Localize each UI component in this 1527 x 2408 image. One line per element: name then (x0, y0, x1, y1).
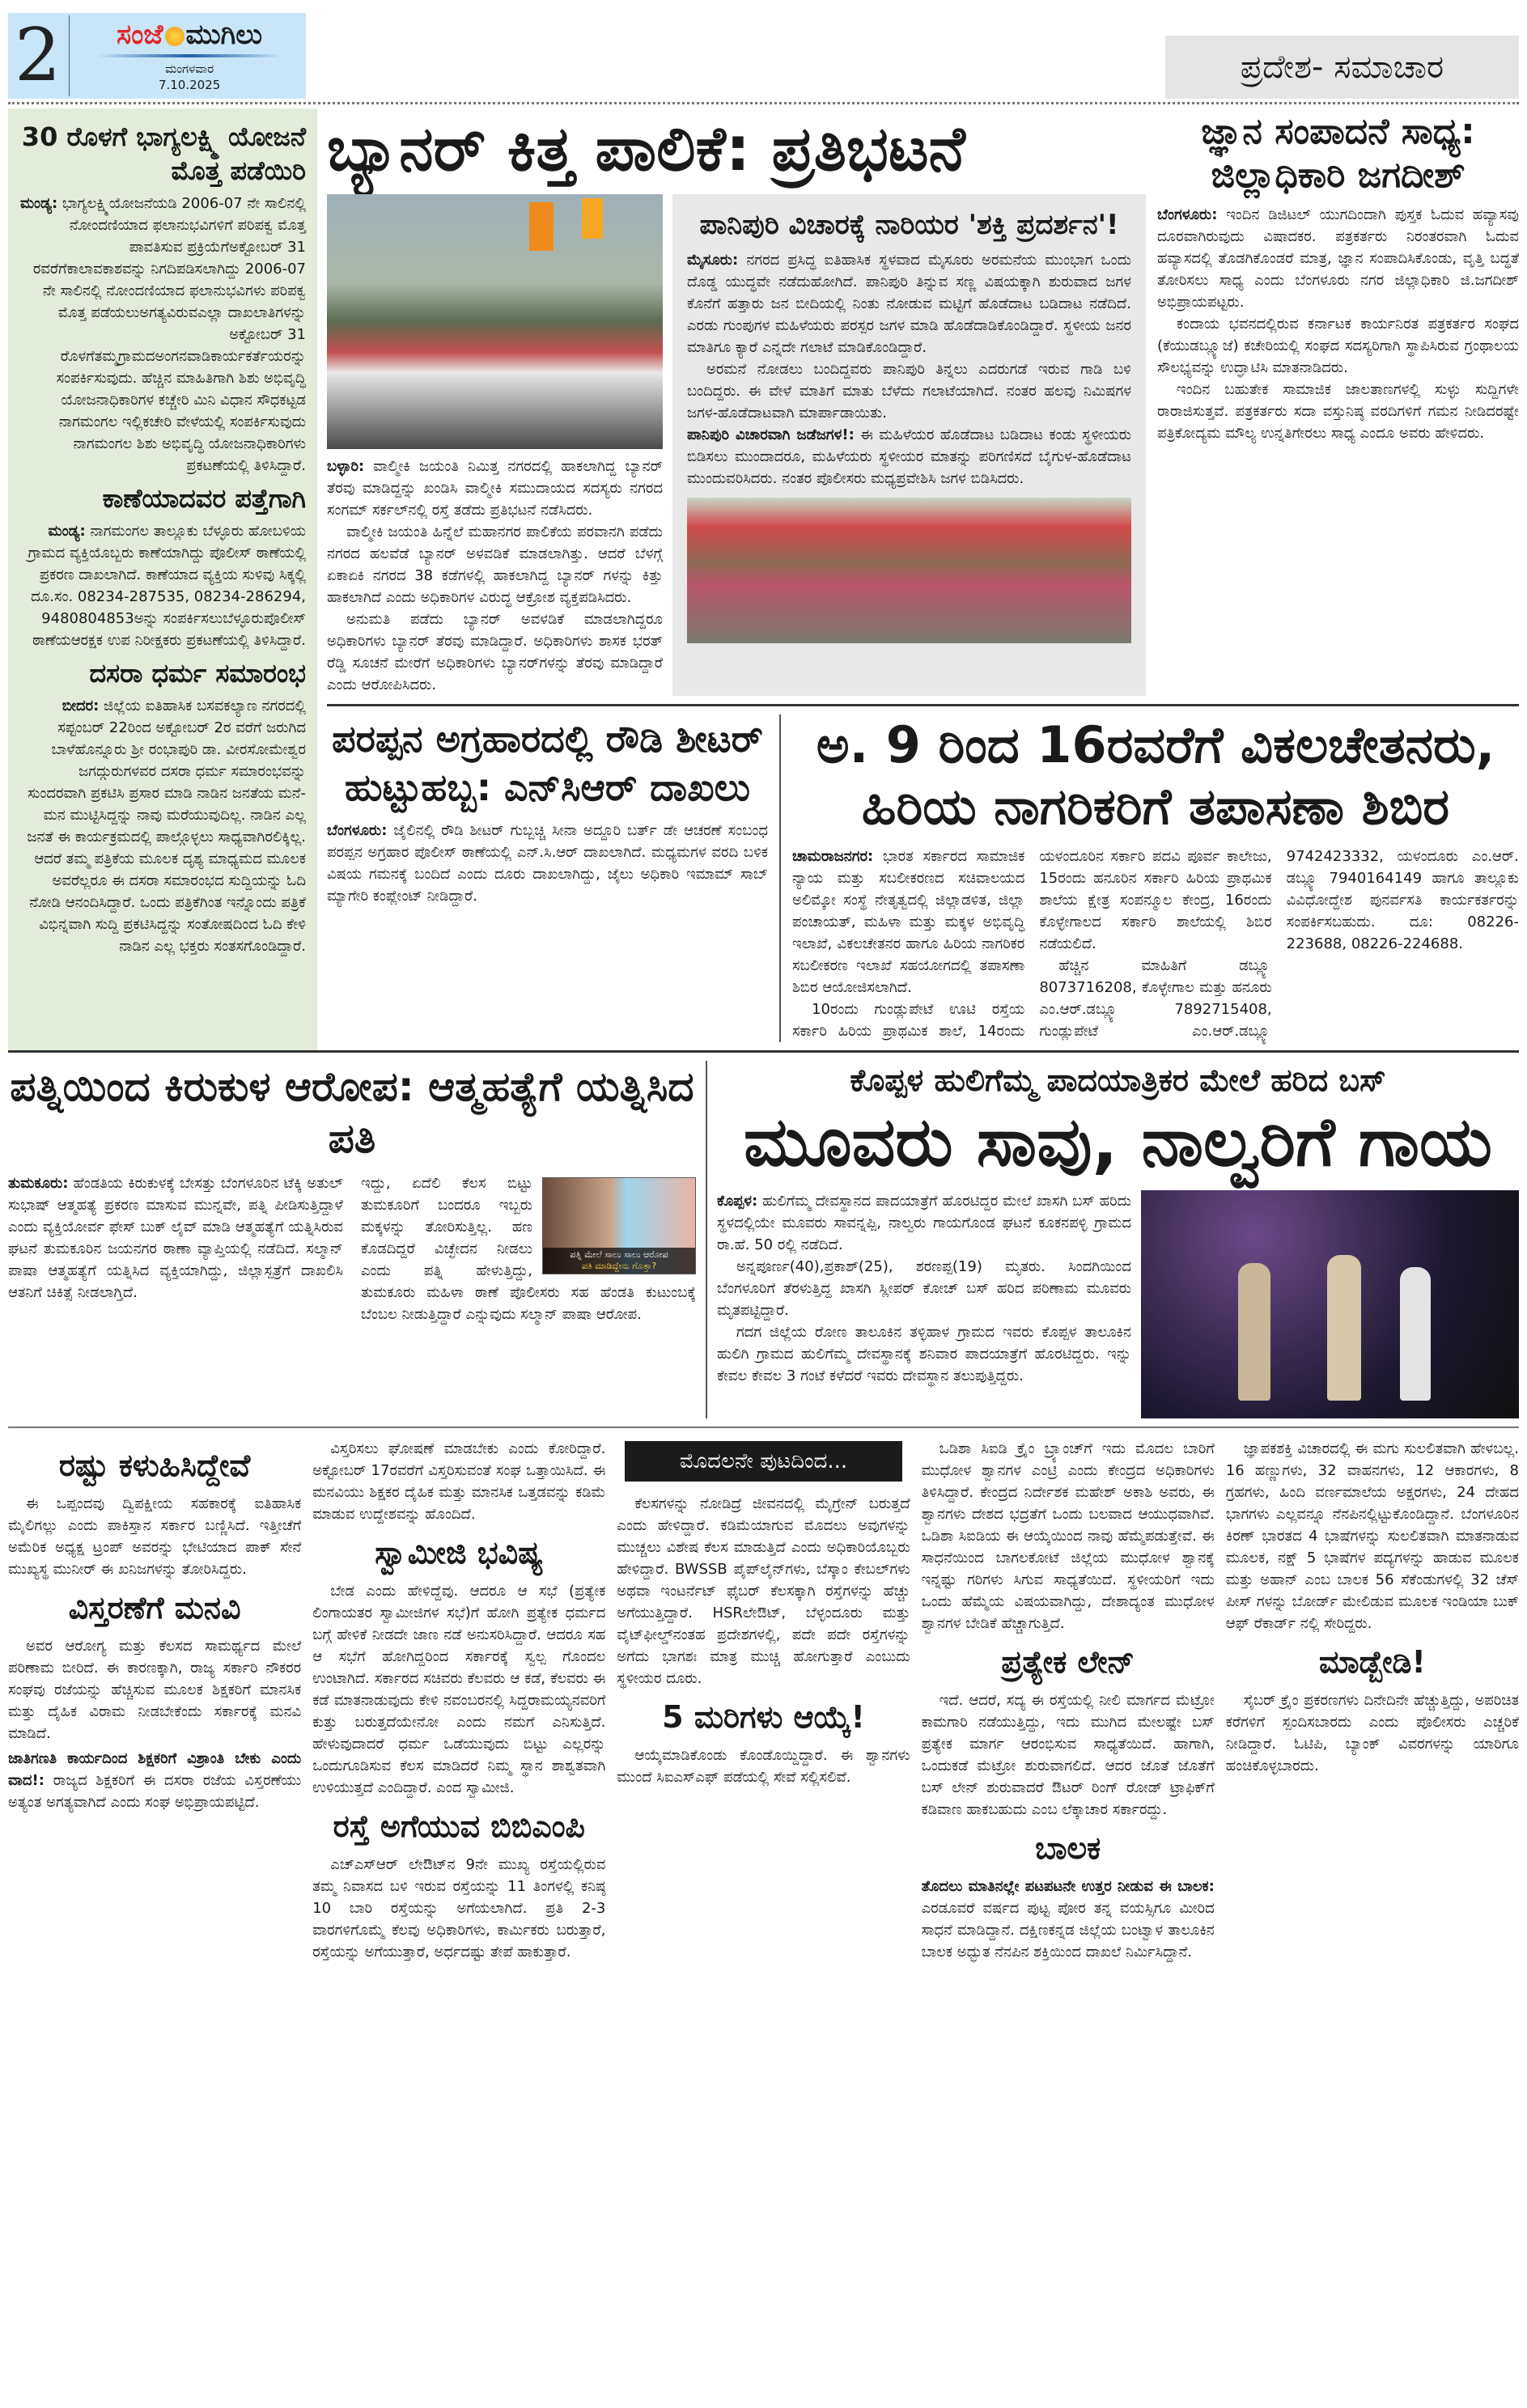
paragraph: ಅರಮನೆ ನೋಡಲು ಬಂದಿದ್ದವರು ಪಾನಿಪುರಿ ತಿನ್ನಲು ಎದರುಗಡೆ ಇರುವ ಗಾಡಿ ಬಳಿ ಬಂದಿದ್ದರು. ಈ ವೇಳೆ ಮಾತಿಗೆ ಮಾತು ಬೆಳೆದು ಗಲಾಟೆಯಾಗಿದೆ. ನಂತರ ಹಲವು ನಿಮಿಷಗಳ ಜಗಳ-ಹೊಡೆದಾಟವಾಗಿ ಮಾರ್ಪಾಡಾಯಿತು. (687, 361, 1131, 422)
kicker: ಕೊಪ್ಪಳ ಹುಲಿಗೆಮ್ಮ ಪಾದಯಾತ್ರಿಕರ ಮೇಲೆ ಹರಿದ ಬಸ್ (850, 1062, 1386, 1098)
logo-underline (96, 54, 282, 57)
headline: 30 ರೊಳಗೆ ಭಾಗ್ಯಲಕ್ಷ್ಮಿ ಯೋಜನೆ ಮೊತ್ತ ಪಡೆಯಿರಿ (21, 121, 306, 186)
row-2 (327, 706, 1519, 1050)
subhead: ಜಾತಿಗಣತಿ ಕಾರ್ಯದಿಂದ ಶಿಕ್ಷಕರಿಗೆ ವಿಶ್ರಾಂತಿ ಬೇಕು ಎಂದು ವಾದ!: (8, 1750, 302, 1789)
bottom-column-3 (617, 1438, 910, 1966)
paragraph: ಇದೆ. ಆದರೆ, ಸದ್ಯ ಈ ರಸ್ತೆಯಲ್ಲಿ ನೀಲಿ ಮಾರ್ಗದ ಮೆಟ್ರೋ ಕಾಮಗಾರಿ ನಡೆಯುತ್ತಿದ್ದು, ಇದು ಮುಗಿದ ಮೇಲಷ್ಟೇ ಬಸ್ ಪ್ರತ್ಯೇಕ ಮಾರ್ಗ ಆರಂಭಿಸುವ ಸಾಧ್ಯತೆಯಿದೆ. ಹಾಗಾಗಿ, ಒಂದುಕಡೆ ಮೆಟ್ರೋ ಶುರುವಾಗಲಿದೆ. ಆದರ ಜೊತೆ ಜೊತೆಗೆ ಬಸ್ ಲೇನ್ ಶುರುವಾದರೆ ಔಟರ್ ರಿಂಗ್ ರೋಡ್ ಟ್ರಾಫಿಕ್‌ಗೆ ಕಡಿವಾಣ ಹಾಕಬಹುದು ಎಂಬ ಲೆಕ್ಕಾಚಾರ ಸರ್ಕಾರದ್ದು. (921, 1692, 1215, 1818)
caption-line: ಪತ್ನಿ ಮೇಲೆ ಸಾಲು ಸಾಲು ಆರೋಪ (570, 1249, 668, 1260)
headline: ಮೂವರು ಸಾವು, ನಾಲ್ವರಿಗೆ ಗಾಯ (744, 1102, 1492, 1181)
headline: ಮಾಡ್ಬೇಡಿ! (1318, 1644, 1426, 1680)
paragraph (327, 456, 663, 521)
subhead: ತೊದಲು ಮಾತಿನಲ್ಲೇ ಪಟಪಟನೇ ಉತ್ತರ ನೀಡುವ ಈ ಬಾಲಕ: (921, 1878, 1215, 1895)
paragraph: ಅವರ ಆರೋಗ್ಯ ಮತ್ತು ಕೆಲಸದ ಸಾಮರ್ಥ್ಯದ ಮೇಲೆ ಪರಿಣಾಮ ಬೀರಿದೆ. ಈ ಕಾರಣಕ್ಕಾಗಿ, ರಾಜ್ಯ ಸರ್ಕಾರಿ ನೌಕರರ ಸಂಘವು ರಜೆಯನ್ನು ಹೆಚ್ಚಿಸುವ ಮೂಲಕ ಶಿಕ್ಷಕರಿಗೆ ಮಾನಸಿಕ ಮತ್ತು ದೈಹಿಕ ವಿರಾಮ ನೀಡಬೇಕೆಂದು ಸರ್ಕಾರಕ್ಕೆ ಮನವಿ ಮಾಡಿದೆ. (8, 1638, 302, 1742)
main-headline: ಬ್ಯಾನರ್ ಕಿತ್ತ ಪಾಲಿಕೆ: ಪ್ರತಿಭಟನೆ (327, 112, 965, 184)
flag (582, 198, 603, 239)
paragraph (8, 1748, 301, 1813)
paragraph (922, 1876, 1215, 1963)
paragraph: ಜ್ಞಾಪಕಶಕ್ತಿ ವಿಚಾರದಲ್ಲಿ ಈ ಮಗು ಸುಲಲಿತವಾಗಿ ಹೇಳಬಲ್ಲ. 16 ಹಣ್ಣುಗಳು, 32 ವಾಹನಗಳು, 12 ಆಕಾರಗಳು, 8 ಗ್ರಹಗಳು, ಹಿಂದಿ ವರ್ಣಮಾಲೆಯ ಅಕ್ಷರಗಳು, 24 ದೇಹದ ಭಾಗಗಳು ಎಲ್ಲವನ್ನೂ ನೆನಪಿನಲ್ಲಿಟ್ಟುಕೊಂಡಿದ್ದಾನೆ. ಬೆಂಗಳೂರಿನ ಕಿರಣ್ ಭಾರತದ 4 ಭಾಷೆಗಳನ್ನು ಸುಲಲಿತವಾಗಿ ಮಾತನಾಡುವ ಮೂಲಕ, ನಕ್ಷ್ 5 ಭಾಷೆಗಳ ಪದ್ಯಗಳನ್ನು ಹಾಡುವ ಮೂಲಕ ಮತ್ತು ಅಹಾನ್ ಎಂಬ ಬಾಲಕ 56 ಸೆಕೆಂಡುಗಳಲ್ಲಿ 32 ಚೆಸ್ ಪೀಸ್ ಗಳನ್ನು ಬೋರ್ಡ್ ಮೇಲಿಡುವ ಮೂಲಕ ಇಂಡಿಯಾ ಬುಕ್ ಆಫ್ ರೆಕಾರ್ಡ್ ನಲ್ಲಿ ಸೇರಿದ್ದರು. (1225, 1440, 1519, 1632)
headline: ಪಾನಿಪುರಿ ವಿಚಾರಕ್ಕೆ ನಾರಿಯರ 'ಶಕ್ತಿ ಪ್ರದರ್ಶನ'! (699, 209, 1119, 241)
paragraph: ಒಡಿಶಾ ಸಿಐಡಿ ಕ್ರೈಂ ಬ್ರ್ಯಾಂಚ್‌ಗೆ ಇದು ಮೊದಲ ಬಾರಿಗೆ ಮುಧೋಳ ಶ್ವಾನಗಳ ಎಂಟ್ರಿ ಎಂದು ಕೇಂದ್ರದ ಅಧಿಕಾರಿಗಳು ತಿಳಿಸಿದ್ದಾರೆ. ಕೇಂದ್ರದ ನಿರ್ದೇಶಕ ಮಹೇಶ್ ಅಕಾಶಿ ಅವರು, ಈ ಶ್ವಾನಗಳು ದೇಶದ ಭದ್ರತೆಗೆ ಒಂದು ಬಲವಾದ ಆಯುಧವಾಗಿವೆ. ಒಡಿಶಾ ಸಿಐಡಿಯ ಈ ಆಯ್ಕೆಯಿಂದ ನಾವು ಹೆಮ್ಮೆಪಡುತ್ತೇವೆ. ಈ ಸಾಧನೆಯಿಂದ ಬಾಗಲಕೋಟೆ ಜಿಲ್ಲೆಯ ಮುಧೋಳ ಶ್ವಾನಕ್ಕೆ ಇನ್ನಷ್ಟು ಗರಿಗಳು ಸಿಗುವ ಸಾಧ್ಯತೆಯಿದೆ. ಸ್ಥಳೀಯರಿಗೆ ಇದು ಒಂದು ಹೆಮ್ಮೆಯ ವಿಷಯವಾಗಿದ್ದು, ದೇಶಾದ್ಯಂತ ಮುಧೋಳ ಶ್ವಾನಗಳ ಬೇಡಿಕೆ ಹೆಚ್ಚಾಗುತ್ತಿದೆ. (921, 1440, 1215, 1632)
text: ಇಂದಿನ ಡಿಜಿಟಲ್ ಯುಗದಿಂದಾಗಿ ಪುಸ್ತಕ ಓದುವ ಹವ್ಯಾಸವು ದೂರವಾಗಿರುವುದು ವಿಷಾದಕರ. ಪತ್ರಕರ್ತರು ನಿರಂತರವಾಗಿ ಓದುವ ಹವ್ಯಾಸದಲ್ಲಿ ತೊಡಗಿಕೊಂಡರೆ ಮಾತ್ರ, ಜ್ಞಾನ ಸಂಪಾದಿಸಿಕೊಂಡು, ವೃತ್ತಿ ಬದ್ಧತೆ ತೋರಿಸಲು ಸಾಧ್ಯ ಎಂದು ಬೆಂಗಳೂರು ನಗರ ಜಿಲ್ಲಾಧಿಕಾರಿ ಜಿ.ಜಗದೀಶ್ ಅಭಿಪ್ರಾಯಪಟ್ಟರು. (1157, 206, 1519, 311)
paragraph (792, 846, 1024, 998)
headline: ಸ್ವಾಮೀಜಿ ಭವಿಷ್ಯ (375, 1535, 544, 1571)
headline: ವಿಸ್ತರಣೆಗೆ ಮನವಿ (68, 1590, 241, 1626)
panipuri-box (672, 194, 1146, 696)
bottom-column-2 (312, 1438, 605, 1966)
camp-story (792, 714, 1519, 1042)
paragraph: ಈ ಒಪ್ಪಂದವು ದ್ವಿಪಕ್ಷೀಯ ಸಹಕಾರಕ್ಕೆ ಐತಿಹಾಸಿಕ ಮೈಲಿಗಲ್ಲು ಎಂದು ಪಾಕಿಸ್ತಾನ ಸರ್ಕಾರ ಬಣ್ಣಿಸಿದೆ. ಇತ್ತೀಚೆಗೆ ಅಮೆರಿಕ ಅಧ್ಯಕ್ಷ ಟ್ರಂಪ್ ಅವರನ್ನು ಭೇಟಿಯಾದ ಪಾಕ್ ಸೇನೆ ಮುಖ್ಯಸ್ಥ ಮುನೀರ್ ಈ ಖನಿಜಗಳನ್ನು ತೋರಿಸಿದ್ದರು. (8, 1495, 302, 1578)
main-area (327, 108, 1519, 1050)
text: ನಗರದ ಪ್ರಸಿದ್ಧ ಐತಿಹಾಸಿಕ ಸ್ಥಳವಾದ ಮೈಸೂರು ಅರಮನೆಯ ಮುಂಭಾಗ ಒಂದು ದೊಡ್ಡ ಯುದ್ಧವೇ ನಡೆದುಹೋಗಿದೆ. ಪಾನಿಪುರಿ ತಿನ್ನುವ ಸಣ್ಣ ವಿಷಯಕ್ಕಾಗಿ ಶುರುವಾದ ಜಗಳ ಕೊನೆಗೆ ಹತ್ತಾರು ಜನ ಬೀದಿಯಲ್ಲಿ ನಿಂತು ನೋಡುವ ಮಟ್ಟಿಗೆ ಹೊಡೆದಾಟ ಬಡಿದಾಟ ನಡೆದಿದೆ. ಎರಡು ಗುಂಪುಗಳ ಮಹಿಳೆಯರು ಪರಸ್ಪರ ಜಗಳ ಮಾಡಿ ಹೊಡೆದಾಡಿಕೊಂಡಿದ್ದಾರೆ. ಸ್ಥಳೀಯ ಜನರ ಮಾತಿಗೂ ಕ್ಯಾರೆ ಎನ್ನದೇ ಗಲಾಟೆ ಮಾಡಿಕೊಂಡಿದ್ದಾರೆ. (687, 252, 1131, 356)
panipuri-body (687, 249, 1131, 490)
headline: ರಸ್ತೆ ಅಗೆಯುವ ಬಿಬಿಎಂಪಿ (333, 1808, 585, 1844)
koppal-body (717, 1190, 1131, 1387)
dateline: ಕೊಪ್ಪಳ: (717, 1193, 758, 1210)
paragraph (8, 1172, 343, 1304)
paragraph: 10ರಂದು ಗುಂಡ್ಲುಪೇಟೆ ಊಟಿ ರಸ್ತೆಯ ಸರ್ಕಾರಿ ಹಿರಿಯ ಪ್ರಾಥಮಿಕ ಶಾಲೆ, 14ರಂದು ಯಳಂದೂರಿನ ಸರ್ಕಾರಿ ಪದವಿ ಪೂರ್ವ ಕಾಲೇಜು, 15ರಂದು ಹನೂರಿನ ಸರ್ಕಾರಿ ಹಿರಿಯ ಪ್ರಾಥಮಿಕ ಶಾಲೆಯ ಕ್ಷೇತ್ರ ಸಂಪನ್ಮೂಲ ಕೇಂದ್ರ, 16ರಂದು ಕೊಳ್ಳೇಗಾಲದ ಸರ್ಕಾರಿ ಶಾಲೆಯಲ್ಲಿ ಶಿಬಿರ ನಡೆಯಲಿದೆ. (792, 848, 1272, 1040)
paragraph (687, 249, 1131, 358)
jnana-story (1157, 108, 1519, 696)
jnana-body (1157, 204, 1519, 444)
headline: ಪ್ರತ್ಯೇಕ ಲೇನ್ (1001, 1644, 1135, 1680)
paragraph: ಎಚ್‌ಎಸ್‌ಆರ್ ಲೇಔಟ್‌ನ 9ನೇ ಮುಖ್ಯ ರಸ್ತೆಯಲ್ಲಿರುವ ತಮ್ಮ ನಿವಾಸದ ಬಳಿ ಇರುವ ರಸ್ತೆಯನ್ನು 11 ತಿಂಗಳಲ್ಲಿ ಕನಿಷ್ಠ 10 ಬಾರಿ ರಸ್ತೆಯನ್ನು ಅಗೆಯಲಾಗಿದೆ. ಪ್ರತಿ 2-3 ವಾರಗಳಿಗೊಮ್ಮೆ ಕೆಲವು ಅಧಿಕಾರಿಗಳು, ಕಾರ್ಮಿಕರು ಬರುತ್ತಾರೆ, ರಸ್ತೆಯನ್ನು ಅಗೆಯುತ್ತಾರೆ, ಅರ್ಧದಷ್ಟು ತೇಪೆ ಹಾಕುತ್ತಾರೆ. (312, 1856, 606, 1961)
headline: 5 ಮರಿಗಳು ಆಯ್ಕೆ! (662, 1699, 865, 1735)
headline: ರಷ್ಟು ಕಳುಹಿಸಿದ್ದೇವೆ (58, 1448, 251, 1483)
sun-icon (165, 27, 185, 46)
paragraph: ವಾಲ್ಮೀಕಿ ಜಯಂತಿ ಹಿನ್ನೆಲೆ ಮಹಾನಗರ ಪಾಲಿಕೆಯ ಪರವಾನಗಿ ಪಡೆದು ನಗರದ ಹಲವೆಡೆ ಬ್ಯಾನರ್ ಅಳವಡಿಕೆ ಮಾಡಲಾಗಿತ್ತು. ಆದರೆ ಬೆಳಗ್ಗೆ ಏಕಾಏಕಿ ನಗರದ 38 ಕಡೆಗಳಲ್ಲಿ ಹಾಕಲಾಗಿದ್ದ ಬ್ಯಾನರ್ ಗಳನ್ನು ಕಿತ್ತು ಹಾಕಲಾಗಿದೆ ಎಂದು ಅಧಿಕಾರಿಗಳ ವಿರುದ್ಧ ಆಕ್ರೋಶ ವ್ಯಕ್ತಪಡಿಸಿದರು. (327, 524, 663, 606)
police-officer (1400, 1267, 1431, 1401)
bottom-column-5 (1226, 1438, 1519, 1966)
paragraph: ಇಂದಿನ ಬಹುತೇಕ ಸಾಮಾಜಿಕ ಜಾಲತಾಣಗಳಲ್ಲಿ ಸುಳ್ಳು ಸುದ್ದಿಗಳೇ ರಾರಾಜಿಸುತ್ತವೆ. ಪತ್ರಕರ್ತರು ಸದಾ ವಸ್ತುನಿಷ್ಠ ವರದಿಗಳಿಗೆ ಗಮನ ನೀಡಿದರಷ್ಟೇ ಪತ್ರಿಕೋದ್ಯಮ ಮೌಲ್ಯ ಉನ್ನತಿಗೇರಲು ಸಾಧ್ಯ ಎಂದೂ ಅವರು ಹೇಳಿದರು. (1157, 381, 1519, 442)
dateline: ಬೀದರ: (62, 697, 100, 714)
paragraph: ಕಂದಾಯ ಭವನದಲ್ಲಿರುವ ಕರ್ನಾಟಕ ಕಾರ್ಯನಿರತ ಪತ್ರಕರ್ತರ ಸಂಘದ (ಕೆಯುಡಬ್ಲ್ಯೂಜೆ) ಕಚೇರಿಯಲ್ಲಿ ಸಂಘದ ಸದಸ್ಯರಿಗಾಗಿ ಸ್ಥಾಪಿಸಿರುವ ಗ್ರಂಥಾಲಯ ಸೌಲಭ್ಯವನ್ನು ಉದ್ಘಾಟಿಸಿ ಮಾತನಾಡಿದರು. (1157, 316, 1519, 376)
paragraph (327, 820, 768, 907)
header (8, 8, 1519, 99)
paragraph (1157, 204, 1519, 313)
dateline: ಚಾಮರಾಜನಗರ: (792, 848, 874, 865)
text: ಎರಡೂವರೆ ವರ್ಷದ ಪುಟ್ಟ ಪೋರ ತನ್ನ ವಯಸ್ಸಿಗೂ ಮೀರಿದ ಸಾಧನೆ ಮಾಡಿದ್ದಾನೆ. ದಕ್ಷಿಣಕನ್ನಡ ಜಿಲ್ಲೆಯ ಬಂಟ್ವಾಳ ತಾಲೂಕಿನ ಬಾಲಕ ಅದ್ಭುತ ನೆನಪಿನ ಶಕ್ತಿಯಿಂದ ದಾಖಲೆ ನಿರ್ಮಿಸಿದ್ದಾನೆ. (921, 1900, 1215, 1961)
headline: ದಸರಾ ಧರ್ಮ ಸಮಾರಂಭ (89, 658, 306, 689)
article-body (19, 695, 306, 957)
wife-column-1 (8, 1172, 343, 1325)
logo-text-right: ಮುಗಿಲು (185, 19, 263, 51)
row-1 (327, 108, 1519, 706)
divider (779, 714, 781, 1042)
dateline: ಮಂಡ್ಯ: (19, 195, 58, 212)
article-text: ಭಾಗ್ಯಲಕ್ಷ್ಮಿಯೋಜನೆಯಡಿ 2006-07 ನೇ ಸಾಲಿನಲ್ಲಿ ನೋಂದಣಿಯಾದ ಫಲಾನುಭವಿಗಳಿಗೆ ಪರಿಪಕ್ವ ಮೊತ್ತ ಪಾವತಿಸುವ ಪ್ರಕ್ರಿಯೆಗೆಅಕ್ಟೋಬರ್ 31 ರವರೆಗೆಕಾಲಾವಕಾಶವನ್ನು ನಿಗದಿಪಡಿಸಲಾಗಿದ್ದು 2006-07 ನೇ ಸಾಲಿನಲ್ಲಿ ನೋಂದಣಿಯಾದ ಫಲಾನುಭವಿಗಳು ಪರಿಪಕ್ವ ಮೊತ್ತ ಪಡೆಯಲುಅಗತ್ಯವಿರುವಎಲ್ಲಾ ದಾಖಲಾತಿಗಳನ್ನು ಅಕ್ಟೋಬರ್ 31 ರೊಳಗೆತಮ್ಮಗ್ರಾಮದಅಂಗನವಾಡಿಕಾರ್ಯಕರ್ತೆಯರನ್ನು ಸಂಪರ್ಕಿಸುವುದು. ಹೆಚ್ಚಿನ ಮಾಹಿತಿಗಾಗಿ ಶಿಶು ಅಭಿವೃದ್ಧಿ ಯೋಜನಾಧಿಕಾರಿಗಳ ಕಚ್ಚೇರಿ ಮಿನಿ ವಿಧಾನ ಸೌಧಕಟ್ಟಡ ನಾಗಮಂಗಲ ಇಲ್ಲಿಕಚೇರಿ ವೇಳೆಯಲ್ಲಿ ಸಂಪರ್ಕಿಸುವುದು ನಾಗಮಂಗಲ ಶಿಶು ಅಭಿವೃದ್ಧಿ ಯೋಜನಾಧಿಕಾರಿಗಳು ಪ್ರಕಟಣೆಯಲ್ಲಿ ತಿಳಿಸಿದ್ದಾರೆ. (32, 195, 306, 474)
banner-story (327, 108, 1146, 696)
article-body (19, 193, 306, 477)
koppal-grid (717, 1190, 1519, 1418)
paragraph: ಅನ್ನಪೂರ್ಣ(40),ಪ್ರಕಾಶ್(25), ಶರಣಪ್ಪ(19) ಮೃತರು. ಸಿಂದಗಿಯಿಂದ ಬೆಂಗಳೂರಿಗೆ ತೆರಳುತ್ತಿದ್ದ ಖಾಸಗಿ ಸ್ಲೀಪರ್ ಕೋಚ್ ಬಸ್ ಹರಿದ ಪರಿಣಾಮ ಮೂವರು ಮೃತಪಟ್ಟಿದ್ದಾರೆ. (717, 1258, 1131, 1319)
headline: ಪತ್ನಿಯಿಂದ ಕಿರುಕುಳ ಆರೋಪ: ಆತ್ಮಹತ್ಯೆಗೆ ಯತ್ನಿಸಿದ ಪತಿ (10, 1063, 694, 1162)
issue-date: 7.10.2025 (158, 78, 221, 92)
paragraph: ಹೆಚ್ಚಿನ ಮಾಹಿತಿಗೆ ಡಬ್ಲ್ಯೂ 8073716208, ಕೊಳ್ಳೇಗಾಲ ಮತ್ತು ಹನೂರು ಎಂ.ಆರ್.ಡಬ್ಲ್ಯೂ 7892715408, ಗುಂಡ್ಲುಪೇಟೆ ಎಂ.ಆರ್.ಡಬ್ಲ್ಯೂ 9742423332, ಯಳಂದೂರು ಎಂ.ಆರ್. ಡಬ್ಲ್ಯೂ 7940164149 ಹಾಗೂ ತಾಲ್ಲೂಕು ವಿವಿಧೋದ್ದೇಶ ಪುನರ್ವಸತಿ ಕಾರ್ಯಕರ್ತರನ್ನು ಸಂಪರ್ಕಿಸಬಹುದು. ದೂ: 08226-223688, 08226-224688. (1039, 848, 1519, 1040)
divider (706, 1061, 707, 1418)
paragraph (717, 1190, 1131, 1256)
parappana-story (327, 714, 768, 1042)
article-text: ಜಿಲ್ಲೆಯ ಐತಿಹಾಸಿಕ ಬಸವಕಲ್ಯಾಣ ನಗರದಲ್ಲಿ ಸಪ್ಟಂಬರ್ 22ರಿಂದ ಅಕ್ಟೋಬರ್ 2ರ ವರೆಗೆ ಜರುಗಿದ ಬಾಳೆಹೊನ್ನೂರು ಶ್ರೀ ರಂಭಾಪುರಿ ಡಾ. ವೀರಸೋಮೇಶ್ವರ ಜಗದ್ಗುರುಗಳವರ ದಸರಾ ಧರ್ಮ ಸಮಾರಂಭವನ್ನು ಸುಂದರವಾಗಿ ಪ್ರಕಟಿಸಿ ಪ್ರಸಾರ ಮಾಡಿ ನಾಡಿನ ಜನತೆಯ ಮನೆ-ಮನ ಮುಟ್ಟಿಸಿದ್ದನ್ನು ನಾವು ಮರೆಯುವುದಿಲ್ಲ. ನಾಡಿನ ಎಲ್ಲ ಜನತೆ ಈ ಕಾರ್ಯಕ್ರಮದಲ್ಲಿ ಪಾಲ್ಗೊಳ್ಳಲು ಸಾಧ್ಯವಾಗಿರಲಿಕ್ಕಿಲ್ಲ. ಆದರೆ ತಮ್ಮ ಪತ್ರಿಕೆಯ ಮೂಲಕ ದೃಶ್ಯ ಮಾಧ್ಯಮದ ಮೂಲಕ ಅವರೆಲ್ಲರೂ ಈ ದಸರಾ ಸಮಾರಂಭದ ಸುದ್ದಿಯನ್ನು ಓದಿ ನೋಡಿ ಆನಂದಿಸಿದ್ದಾರೆ. ಒಂದು ಪತ್ರಿಕೆಗಿಂತ ಇನ್ನೊಂದು ಪತ್ರಿಕೆ ವಿಭಿನ್ನವಾಗಿ ಸುದ್ದಿ ಪ್ರಕಟಿಸಿದ್ದನ್ನು ಸಂತೋಷದಿಂದ ಓದಿ ಕೇಳಿ ನಾಡಿನ ಎಲ್ಲ ಭಕ್ತರು ಸಂತಸಗೊಂಡಿದ್ದಾರೆ. (27, 697, 306, 955)
paragraph: ಗದಗ ಜಿಲ್ಲೆಯ ರೋಣ ತಾಲೂಕಿನ ತಳ್ಳಿಹಾಳ ಗ್ರಾಮದ ಇವರು ಕೊಪ್ಪಳ ತಾಲೂಕಿನ ಹುಲಿಗಿ ಗ್ರಾಮದ ಹುಲಿಗೆಮ್ಮ ದೇವಸ್ಥಾನಕ್ಕೆ ಶನಿವಾರ ಪಾದಯಾತ್ರೆಗೆ ಹೊರಟಿದ್ದರು. ಇನ್ನು ಕೇವಲ ಕೇವಲ 3 ಗಂಟೆ ಕಳೆದರೆ ಇವರು ದೇವಸ್ಥಾನ ತಲುಪುತ್ತಿದ್ದರು. (717, 1324, 1131, 1384)
parappana-body (327, 820, 768, 907)
caption-line: ಪತಿ ಮಾಡಿದ್ದೇನು ಗೊತ್ತಾ? (581, 1261, 657, 1271)
protest-photo (327, 194, 663, 449)
bottom-column-4 (922, 1438, 1215, 1966)
dateline: ಬೆಂಗಳೂರು: (1157, 206, 1218, 223)
text: ಈ ಮಹಿಳೆಯರ ಹೊಡೆದಾಟ ಬಡಿದಾಟ ಕಂಡು ಸ್ಥಳೀಯರು ಬಿಡಿಸಲು ಮುಂದಾದರೂ, ಮಹಿಳೆಯರು ಸ್ಥಳೀಯರ ಮಾತನ್ನು ಪರಿಗಣಿಸದೆ ಬೈಗುಳ-ಹೊಡೆದಾಟ ಮುಂದುವರಿಸಿದರು. ನಂತರ ಪೊಲೀಸರು ಮಧ್ಯಪ್ರವೇಶಿಸಿ ಜಗಳ ಬಿಡಿಸಿದರು. (687, 426, 1132, 487)
police-officer (1238, 1263, 1270, 1401)
text: ಜೈಲಿನಲ್ಲಿ ರೌಡಿ ಶೀಟರ್ ಗುಬ್ಬಚ್ಚಿ ಸೀನಾ ಅದ್ದೂರಿ ಬರ್ತ್ ಡೇ ಆಚರಣೆ ಸಂಬಂಧ ಪರಪ್ಪನ ಅಗ್ರಹಾರ ಪೊಲೀಸ್ ಠಾಣೆಯಲ್ಲಿ ಎನ್.ಸಿ.ಆರ್ ದಾಖಲಾಗಿದೆ. ಮಧ್ಯಮಗಳ ವರದಿ ಬಳಿಕ ವಿಷಯ ಗಮನಕ್ಕೆ ಬಂದಿದೆ ಎಂದು ದೂರು ದಾಖಲಾಗಿದ್ದು, ಜೈಲು ಅಧಿಕಾರಿ ಇಮಾಮ್ ಸಾಬ್ ಮ್ಯಾಗೇರಿ ಕಂಪ್ಲೇಂಟ್ ನೀಡಿದ್ದಾರೆ. (327, 822, 768, 905)
banner-body (327, 456, 663, 696)
photo-caption (543, 1248, 695, 1274)
banner-grid (327, 194, 1146, 696)
headline: ಅ. 9 ರಿಂದ 16ರವರೆಗೆ ವಿಕಲಚೇತನರು, ಹಿರಿಯ ನಾಗರಿಕರಿಗೆ ತಪಾಸಣಾ ಶಿಬಿರ (816, 715, 1495, 836)
police-officer (1327, 1255, 1361, 1401)
text: ರಾಜ್ಯದ ಶಿಕ್ಷಕರಿಗೆ ಈ ದಸರಾ ರಜೆಯ ವಿಸ್ತರಣೆಯು ಅತ್ಯಂತ ಅಗತ್ಯವಾಗಿದೆ ಎಂದು ಸಂಘ ಅಭಿಪ್ರಾಯಪಟ್ಟಿದೆ. (8, 1772, 302, 1811)
dateline: ತುಮಕೂರು: (8, 1175, 69, 1192)
logo-block (79, 19, 299, 93)
paragraph: ಸೈಬರ್ ಕ್ರೈಂ ಪ್ರಕರಣಗಳು ದಿನೇದಿನೇ ಹೆಚ್ಚುತ್ತಿದ್ದು, ಅಪರಿಚಿತ ಕರೆಗಳಿಗೆ ಸ್ಪಂದಿಸಬಾರದು ಎಂದು ಪೊಲೀಸರು ಎಚ್ಚರಿಕೆ ನೀಡಿದ್ದಾರೆ. ಓಟಿಪಿ, ಬ್ಯಾಂಕ್ ವಿವರಗಳನ್ನು ಯಾರಿಗೂ ಹಂಚಿಕೊಳ್ಳಬಾರದು. (1225, 1692, 1519, 1774)
paragraph: ಬೇಡ ಎಂದು ಹೇಳಿದ್ದೆವು. ಆದರೂ ಆ ಸಭೆ (ಪ್ರತ್ಯೇಕ ಲಿಂಗಾಯತರ ಸ್ವಾಮೀಜಿಗಳ ಸಭೆ)ಗೆ ಹೋಗಿ ಪ್ರತ್ಯೇಕ ಧರ್ಮದ ಬಗ್ಗೆ ಹೇಳಿಕೆ ನೀಡದೇ ಜಾಣ ನಡೆ ಅನುಸರಿಸಿದ್ದಾರೆ. ಆದರೂ ಸಹ ಆ ಸಭೆಗೆ ಹೋಗಿದ್ದರಿಂದ ಸರ್ಕಾರಕ್ಕೆ ಸ್ವಲ್ಪ ಗೊಂದಲ ಉಂಟಾಗಿದೆ. ಸರ್ಕಾರದ ಸಚಿವರು ಕೆಲವರು ಆ ಕಡೆ, ಕೆಲವರು ಈ ಕಡೆ ಮಾತನಾಡುವುದು ಕೇಳಿ ನವಂಬರನಲ್ಲಿ ಸಿದ್ದರಾಮಯ್ಯನವರಿಗೆ ಕುತ್ತು ಬರುತ್ತದೆಯೇನೋ ಎಂದು ನಮಗೆ ಎನಿಸುತ್ತಿದೆ. ಹೇಳುವುದಾದರೆ ಧರ್ಮ ಒಡೆಯುವುದು ಬಿಟ್ಟು ಎಲ್ಲರನ್ನು ಒಂದುಗೂಡಿಸುವ ಕೆಲಸ ಮಾಡಿದರೆ ನಿಮ್ಮ ಸ್ಥಾನ ಶಾಶ್ವತವಾಗಿ ಉಳಿಯುತ್ತದೆ ಎಂದಿದ್ದಾರೆ. ಎಂದ ಸ್ವಾಮೀಜಿ. (312, 1583, 606, 1796)
camp-body (792, 846, 1519, 1042)
continued-label: ಮೊದಲನೇ ಪುಟದಿಂದ... (625, 1441, 901, 1482)
page-number: 2 (15, 15, 70, 96)
paragraph: ಕೆಲಸಗಳನ್ನು ನೋಡಿದ್ರೆ ಜೀವನದಲ್ಲಿ ಮೈಗ್ರೇನ್ ಬರುತ್ತದೆ ಎಂದು ಹೇಳಿದ್ದಾರೆ. ಕಡಿಮೆಯಾಗುವ ಮೊದಲು ಅವುಗಳನ್ನು ಮುಚ್ಚಲು ವಿಶೇಷ ಕೆಲಸ ಮಾಡುತ್ತಿದೆ ಎಂದು ಅಧಿಕಾರಿಯೊಬ್ಬರು ಹೇಳಿದ್ದಾರೆ. BWSSB ಪೈಪ್‌ಲೈನ್‌ಗಳು, ಬೆಸ್ಕಾಂ ಕೇಬಲ್‌ಗಳು ಅಥವಾ ಇಂಟರ್ನೆಟ್ ಫೈಬರ್ ಕೆಲಸಕ್ಕಾಗಿ ರಸ್ತೆಗಳನ್ನು ಹೆಚ್ಚು ಅಗೆಯುತ್ತಿದ್ದಾರೆ. HSRಲೇಔಟ್, ಬೆಳ್ಳಂದೂರು ಮತ್ತು ವೈಟ್‌ಫೀಲ್ಡ್‌ನಂತಹ ಪ್ರದೇಶಗಳಲ್ಲಿ, ಪದೇ ಪದೇ ರಸ್ತೆಗಳನ್ನು ಅಗೆದು ಭಾಗಶಃ ಮಾತ್ರ ಮುಚ್ಚಿ ಹೋಗುತ್ತಾರೆ ಎಂಬುದು ಸ್ಥಳೀಯರ ದೂರು. (617, 1495, 910, 1687)
headline: ಕಾಣೆಯಾದವರ ಪತ್ತೆಗಾಗಿ (102, 483, 306, 514)
headline: ಜ್ಞಾನ ಸಂಪಾದನೆ ಸಾಧ್ಯ: ಜಿಲ್ಲಾಧಿಕಾರಿ ಜಗದೀಶ್ (1201, 111, 1475, 196)
headline: ಬಾಲಕ (1035, 1830, 1101, 1866)
bottom-column-1 (8, 1438, 301, 1966)
left-column (8, 108, 317, 1050)
subhead: ಪಾನಿಪುರಿ ವಿಚಾರವಾಗಿ ಜಡೆಜಗಳ!: (687, 426, 855, 443)
panipuri-photo (687, 498, 1131, 643)
bottom-section (8, 1427, 1519, 1966)
dateline: ಬಳ್ಳಾರಿ: (327, 458, 365, 475)
wife-column-2 (361, 1172, 696, 1325)
text: ಭಾರತ ಸರ್ಕಾರದ ಸಾಮಾಜಿಕ ನ್ಯಾಯ ಮತ್ತು ಸಬಲೀಕರಣದ ಸಚಿವಾಲಯದ ಅಲಿಮ್ಕೋ ಸಂಸ್ಥೆ ನೇತೃತ್ವದಲ್ಲಿ ಜಿಲ್ಲಾಡಳಿತ, ಜಿಲ್ಲಾ ಪಂಚಾಯತ್, ಮಹಿಳಾ ಮತ್ತು ಮಕ್ಕಳ ಅಭಿವೃದ್ಧಿ ಇಲಾಖೆ, ವಿಕಲಚೇತನರ ಹಾಗೂ ಹಿರಿಯ ನಾಗರಿಕರ ಸಬಲೀಕರಣ ಇಲಾಖೆ ಸಹಯೋಗದಲ್ಲಿ ತಪಾಸಣಾ ಶಿಬಿರ ಆಯೋಜಿಸಲಾಗಿದೆ. (792, 848, 1025, 996)
section-title: ಪ್ರದೇಶ- ಸಮಾಚಾರ (1165, 36, 1519, 99)
paragraph (687, 424, 1131, 490)
row-3 (8, 1053, 1519, 1427)
dateline: ಮೈಸೂರು: (687, 252, 739, 269)
article-text: ನಾಗಮಂಗಲ ತಾಲ್ಲೂಕು ಬೆಳ್ಳೂರು ಹೋಬಳಿಯ ಗ್ರಾಮದ ವ್ಯಕ್ತಿಯೊಬ್ಬರು ಕಾಣೆಯಾಗಿದ್ದು ಪೊಲೀಸ್ ಠಾಣೆಯಲ್ಲಿ ಪ್ರಕರಣ ದಾಖಲಾಗಿದೆ. ಕಾಣೆಯಾದ ವ್ಯಕ್ತಿಯ ಸುಳಿವು ಸಿಕ್ಕಲ್ಲಿ ದೂ.ಸಂ. 08234-287535, 08234-286294, 9480804853ಅನ್ನು ಸಂಪರ್ಕಿಸಲುಬೆಳ್ಳೂರುಪೊಲೀಸ್ ಠಾಣೆಯಆರಕ್ಷಕ ಉಪ ನಿರೀಕ್ಷಕರು ಪ್ರಕಟಣೆಯಲ್ಲಿ ತಿಳಿಸಿದ್ದಾರೆ. (28, 523, 306, 649)
paragraph: ವಿಸ್ತರಿಸಲು ಘೋಷಣೆ ಮಾಡಬೇಕು ಎಂದು ಕೋರಿದ್ದಾರೆ. ಅಕ್ಟೋಬರ್ 17ರವರೆಗೆ ವಿಸ್ತರಿಸುವಂತೆ ಸಂಘ ಒತ್ತಾಯಿಸಿದೆ. ಈ ಮನವಿಯು ಶಿಕ್ಷಕರ ದೈಹಿಕ ಮತ್ತು ಮಾನಸಿಕ ಒತ್ತಡವನ್ನು ಕಡಿಮೆ ಮಾಡುವ ಉದ್ದೇಶವನ್ನು ಹೊಂದಿದೆ. (312, 1440, 606, 1523)
text: ವಾಲ್ಮೀಕಿ ಜಯಂತಿ ನಿಮಿತ್ತ ನಗರದಲ್ಲಿ ಹಾಕಲಾಗಿದ್ದ ಬ್ಯಾನರ್ ತೆರವು ಮಾಡಿದ್ದನ್ನು ಖಂಡಿಸಿ ವಾಲ್ಮೀಕಿ ಸಮುದಾಯದ ಸದಸ್ಯರು ನಗರದ ಸಂಗಮ್ ಸರ್ಕಲ್‌ನಲ್ಲಿ ರಸ್ತೆ ತಡೆದು ಪ್ರತಿಭಟನೆ ನಡೆಸಿದರು. (327, 458, 663, 519)
masthead (8, 13, 306, 99)
wife-body (8, 1172, 696, 1325)
accident-photo (1141, 1190, 1519, 1418)
text: ಹುಲಿಗೆಮ್ಮ ದೇವಸ್ಥಾನದ ಪಾದಯಾತ್ರೆಗೆ ಹೊರಟಿದ್ದರ ಮೇಲೆ ಖಾಸಗಿ ಬಸ್ ಹರಿದು ಸ್ಥಳದಲ್ಲಿಯೇ ಮೂವರು ಸಾವನ್ನಪ್ಪಿ, ನಾಲ್ವರು ಗಾಯಗೊಂಡ ಘಟನೆ ಕೂಕನಪಳ್ಳಿ ಗ್ರಾಮದ ರಾ.ಹೆ. 50 ರಲ್ಲಿ ನಡೆದಿದೆ. (717, 1193, 1131, 1253)
newspaper-logo (117, 19, 262, 51)
dateline: ಮಂಡ್ಯ: (48, 523, 86, 540)
banner-column (327, 194, 663, 696)
paragraph: ಅನುಮತಿ ಪಡೆದು ಬ್ಯಾನರ್ ಅವಳಡಿಕೆ ಮಾಡಲಾಗಿದ್ದರೂ ಅಧಿಕಾರಿಗಳು ಬ್ಯಾನರ್ ತೆರವು ಮಾಡಿದ್ದಾರೆ. ಅಧಿಕಾರಿಗಳು ಶಾಸಕ ಭರತ್ ರೆಡ್ಡಿ ಸೂಚನೆ ಮೇರೆಗೆ ಅಧಿಕಾರಿಗಳು ಬ್ಯಾನರ್‌ಗಳನ್ನು ತೆರವು ಮಾಡಿದ್ದಾರೆ ಎಂದು ಆರೋಪಿಸಿದರು. (327, 611, 663, 693)
header-divider (8, 102, 1519, 105)
logo-text-left: ಸಂಜೆ (117, 19, 163, 51)
flag (529, 202, 554, 251)
headline: ಪರಪ್ಪನ ಅಗ್ರಹಾರದಲ್ಲಿ ರೌಡಿ ಶೀಟರ್ ಹುಟ್ಟುಹಬ್ಬ: ಎನ್‌ಸಿಆರ್ ದಾಖಲು (332, 717, 763, 809)
article-body (19, 520, 306, 651)
couple-photo (542, 1177, 696, 1274)
wife-story (8, 1061, 696, 1418)
text: ಹೆಂಡತಿಯ ಕಿರುಕುಳಕ್ಕೆ ಬೇಸತ್ತು ಬೆಂಗಳೂರಿನ ಟೆಕ್ಕಿ ಅತುಲ್ ಸುಭಾಷ್ ಆತ್ಮಹತ್ಯೆ ಪ್ರಕರಣ ಮಾಸುವ ಮುನ್ನವೇ, ಪತ್ನಿ ಪೀಡಿಸುತ್ತಿದ್ದಾಳೆ ಎಂದು ವ್ಯಕ್ತಿಯೋರ್ವ ಫೇಸ್ ಬುಕ್ ಲೈವ್ ಮಾಡಿ ಆತ್ಮಹತ್ಯೆಗೆ ಯತ್ನಿಸಿರುವ ಘಟನೆ ತುಮಕೂರಿನ ಜಯನಗರ ಠಾಣಾ ವ್ಯಾಪ್ತಿಯಲ್ಲಿ ನಡೆದಿದೆ. ಸಲ್ಮಾನ್ ಪಾಷಾ ಆತ್ಮಹತ್ಯೆಗೆ ಯತ್ನಿಸಿದ ವ್ಯಕ್ತಿಯಾಗಿದ್ದು, ಜಿಲ್ಲಾಸ್ಪತ್ರೆಗೆ ದಾಖಲಿಸಿ ಆತನಿಗೆ ಚಿಕಿತ್ಸೆ ನೀಡಲಾಗ್ತಿದೆ. (8, 1175, 343, 1301)
top-section (8, 108, 1519, 1050)
paragraph: ಆಯ್ಕೆಮಾಡಿಕೊಂಡು ಕೊಂಡೊಯ್ದಿದ್ದಾರೆ. ಈ ಶ್ವಾನಗಳು ಮುಂದೆ ಸಿಐಎಸ್‌ಎಫ್ ಪಡೆಯಲ್ಲಿ ಸೇವೆ ಸಲ್ಲಿಸಲಿವೆ. (617, 1747, 910, 1786)
paragraph: ಇದ್ದು, ಏದೆಲಿ ಕೆಲಸ ಬಿಟ್ಟು ತುಮಕೂರಿಗೆ ಬಂದರೂ ಇಬ್ಬರು ಮಕ್ಕಳನ್ನು ತೋರಿಸುತ್ತಿಲ್ಲ. ಹಣ ಕೊಡದಿದ್ದರೆ ವಿಚ್ಛೇದನ ನೀಡಲು ಎಂದು ಪತ್ನಿ ಹೇಳುತ್ತಿದ್ದು, ತುಮಕೂರು ಮಹಿಳಾ ಠಾಣೆ ಪೊಲೀಸರು ಸಹ ಹೆಂಡತಿ ಕುಟುಂಬಕ್ಕೆ ಬೆಂಬಲ ನೀಡುತ್ತಿದ್ದಾರೆ ಎನ್ನುವುದು ಸಲ್ಮಾನ್ ಪಾಷಾ ಆರೋಪ. (361, 1175, 696, 1323)
dateline: ಬೆಂಗಳೂರು: (327, 822, 388, 839)
koppal-story (717, 1061, 1519, 1418)
weekday: ಮಂಗಳವಾರ (165, 61, 214, 76)
